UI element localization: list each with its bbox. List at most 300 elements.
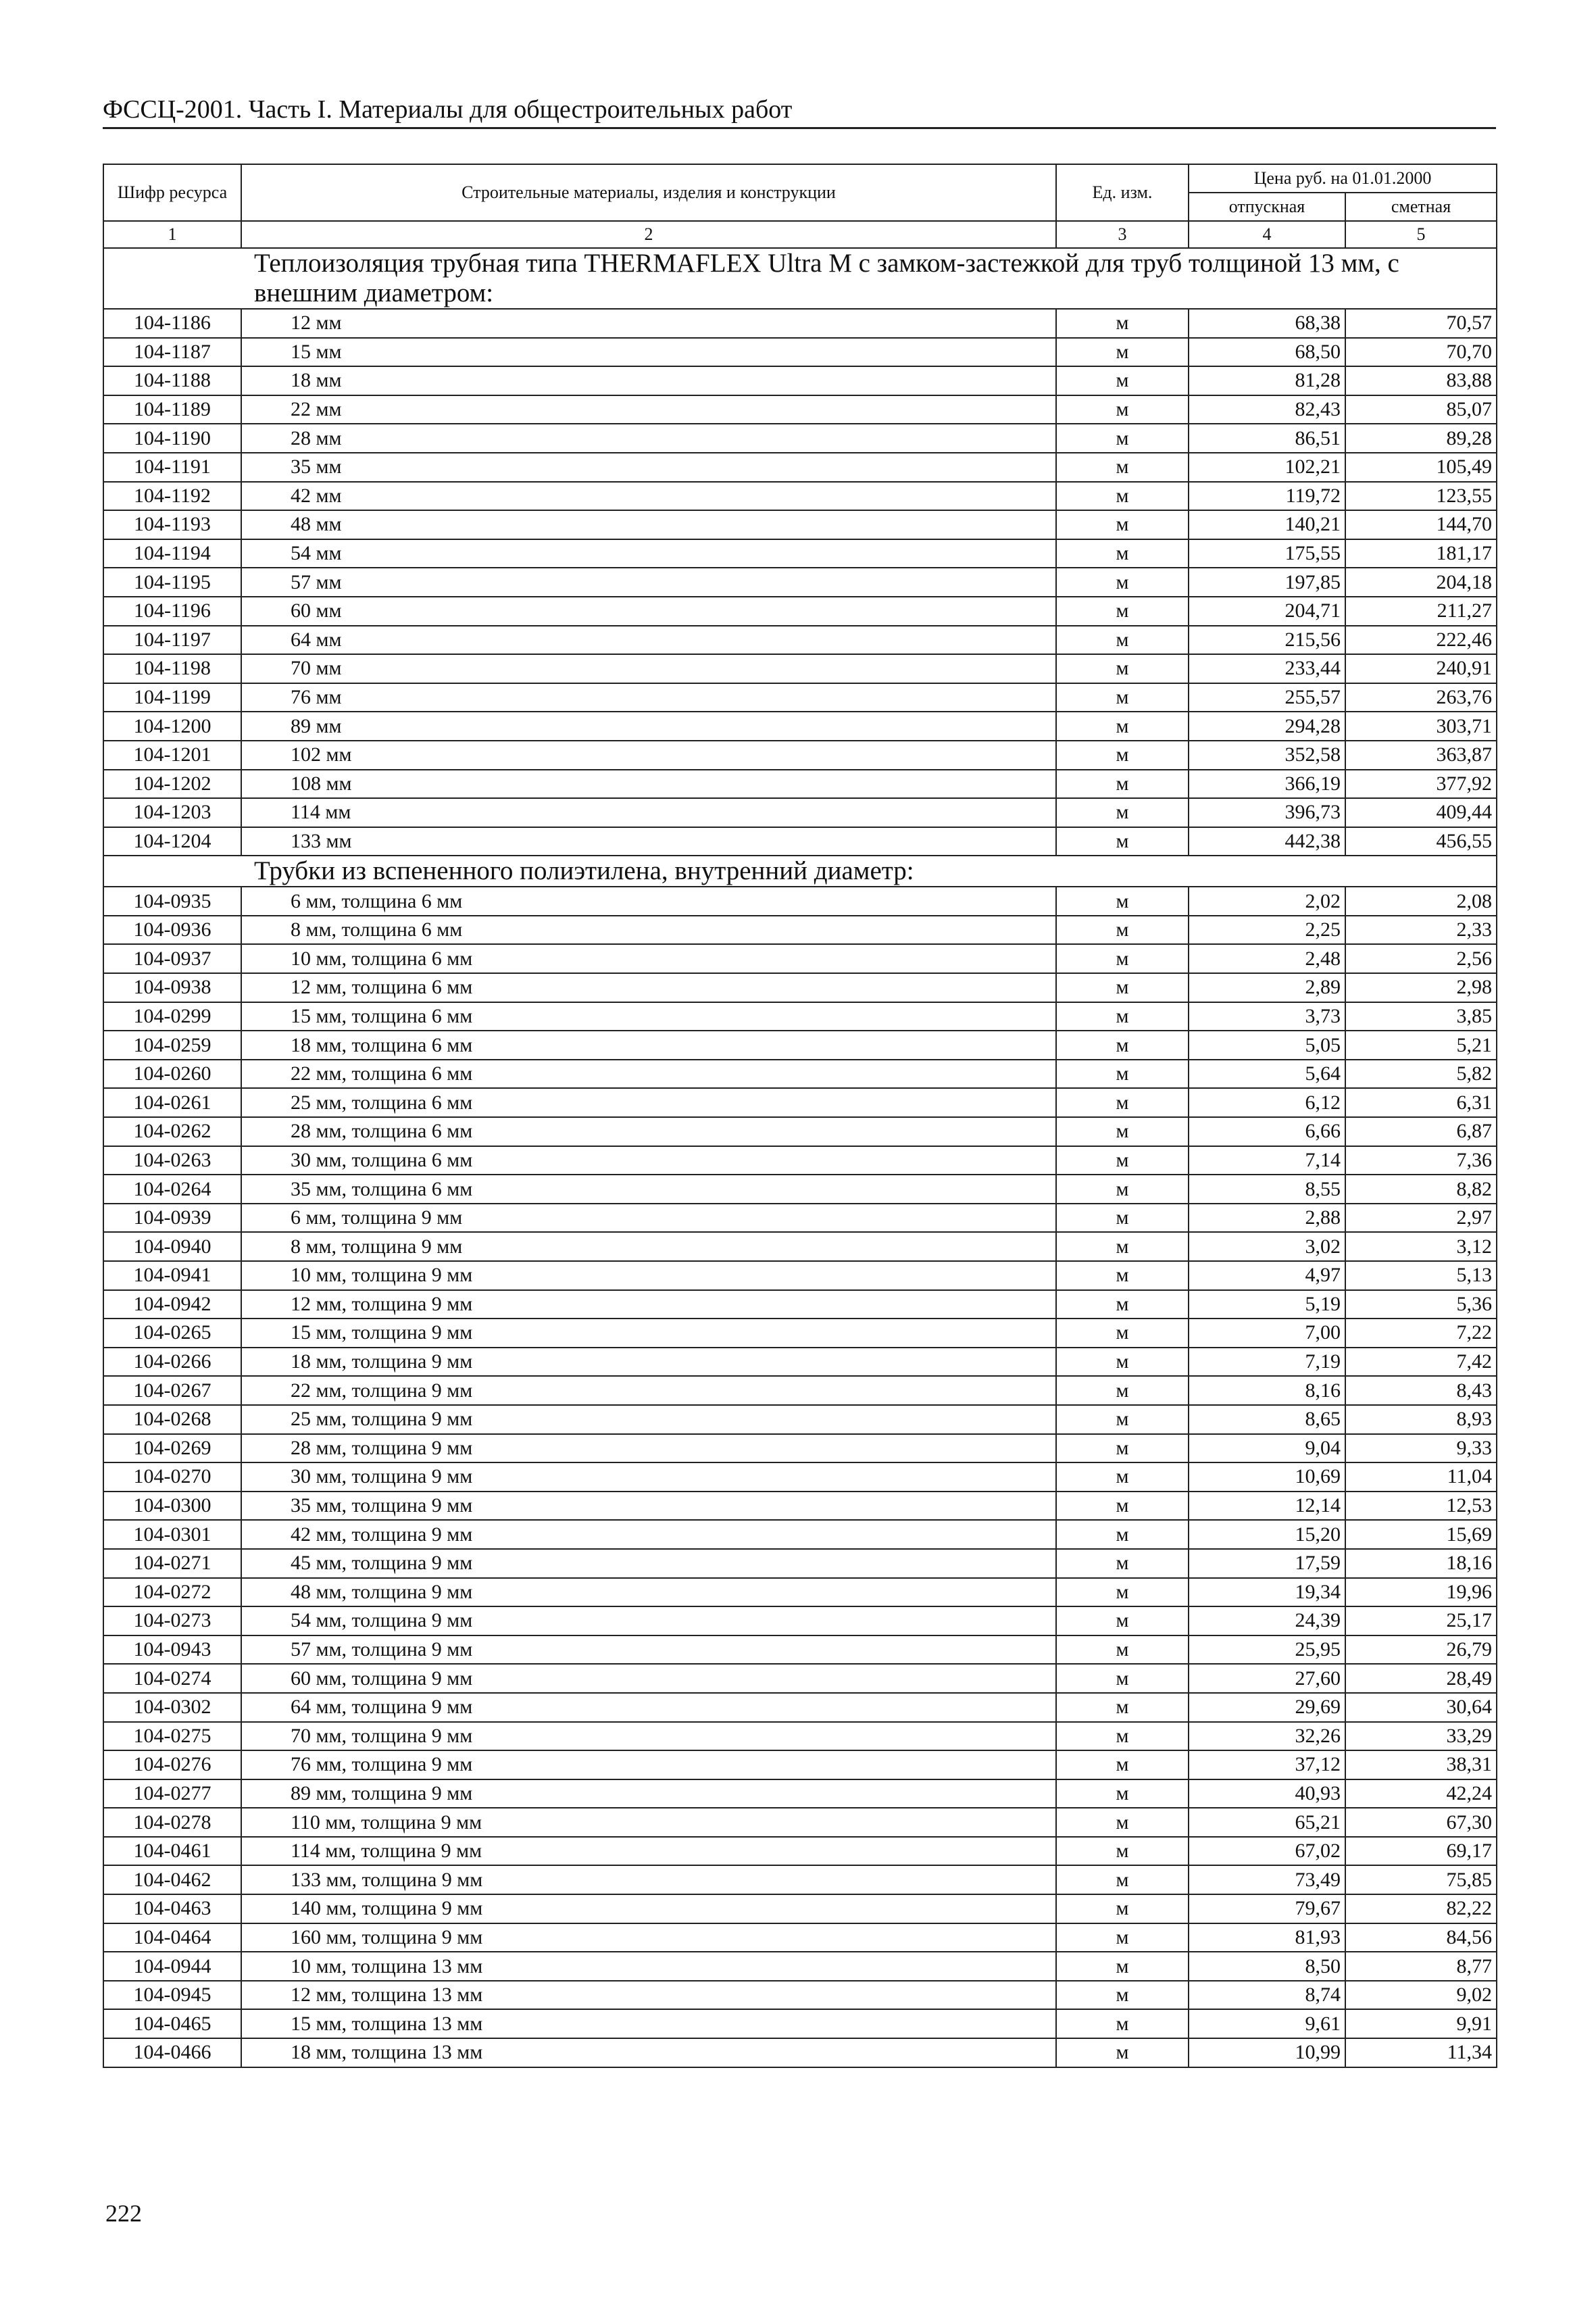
cell-release-price: 5,64: [1189, 1060, 1345, 1089]
table-row: [103, 944, 1497, 973]
table-row: [103, 741, 1497, 770]
cell-code: 104-0464: [103, 1923, 241, 1952]
cell-name: 12 мм, толщина 13 мм: [241, 1981, 1056, 2010]
cell-unit: м: [1056, 597, 1189, 626]
cell-estimate-price: 2,08: [1345, 887, 1497, 916]
table-row: [103, 973, 1497, 1002]
cell-code: 104-0944: [103, 1952, 241, 1981]
price-table: [103, 164, 1497, 2068]
table-row: [103, 1031, 1497, 1060]
cell-name: 45 мм, толщина 9 мм: [241, 1549, 1056, 1578]
cell-estimate-price: 7,42: [1345, 1348, 1497, 1377]
cell-release-price: 2,25: [1189, 916, 1345, 945]
cell-unit: м: [1056, 1462, 1189, 1492]
cell-code: 104-1190: [103, 424, 241, 453]
table-row: [103, 1722, 1497, 1751]
cell-unit: м: [1056, 1002, 1189, 1031]
cell-unit: м: [1056, 1923, 1189, 1952]
cell-release-price: 3,73: [1189, 1002, 1345, 1031]
cell-estimate-price: 5,82: [1345, 1060, 1497, 1089]
cell-name: 108 мм: [241, 770, 1056, 799]
cell-code: 104-1194: [103, 539, 241, 568]
cell-unit: м: [1056, 1146, 1189, 1175]
cell-estimate-price: 15,69: [1345, 1520, 1497, 1549]
cell-code: 104-0263: [103, 1146, 241, 1175]
cell-unit: м: [1056, 1981, 1189, 2010]
cell-name: 18 мм, толщина 6 мм: [241, 1031, 1056, 1060]
cell-unit: м: [1056, 1750, 1189, 1779]
table-row: [103, 539, 1497, 568]
col-number: 2: [241, 221, 1056, 248]
cell-code: 104-0463: [103, 1894, 241, 1923]
cell-release-price: 442,38: [1189, 827, 1345, 856]
cell-estimate-price: 84,56: [1345, 1923, 1497, 1952]
table-row: [103, 1894, 1497, 1923]
table-row: [103, 366, 1497, 395]
table-row: [103, 827, 1497, 856]
table-row: [103, 916, 1497, 945]
cell-code: 104-0939: [103, 1204, 241, 1233]
cell-release-price: 17,59: [1189, 1549, 1345, 1578]
cell-release-price: 37,12: [1189, 1750, 1345, 1779]
cell-code: 104-0259: [103, 1031, 241, 1060]
cell-release-price: 68,50: [1189, 338, 1345, 367]
section-title: Теплоизоляция трубная типа THERMAFLEX Ultra M с замком-застежкой для труб толщиной 13 мм, с внешним диаметром:: [103, 248, 1497, 309]
cell-name: 89 мм: [241, 712, 1056, 741]
col-header-code: Шифр ресурса: [103, 164, 241, 221]
cell-code: 104-1196: [103, 597, 241, 626]
cell-unit: м: [1056, 424, 1189, 453]
col-header-estimate: сметная: [1345, 193, 1497, 221]
table-row: [103, 654, 1497, 683]
cell-code: 104-1187: [103, 338, 241, 367]
table-row: [103, 309, 1497, 338]
cell-name: 25 мм, толщина 9 мм: [241, 1405, 1056, 1434]
col-number: 5: [1345, 221, 1497, 248]
table-row: [103, 712, 1497, 741]
cell-release-price: 6,66: [1189, 1117, 1345, 1146]
col-number: 3: [1056, 221, 1189, 248]
cell-unit: м: [1056, 453, 1189, 482]
cell-code: 104-0462: [103, 1865, 241, 1894]
cell-release-price: 8,50: [1189, 1952, 1345, 1981]
cell-release-price: 19,34: [1189, 1578, 1345, 1607]
cell-unit: м: [1056, 395, 1189, 424]
table-row: [103, 1606, 1497, 1635]
cell-estimate-price: 89,28: [1345, 424, 1497, 453]
table-row: [103, 1808, 1497, 1837]
cell-code: 104-1191: [103, 453, 241, 482]
cell-estimate-price: 6,87: [1345, 1117, 1497, 1146]
cell-release-price: 81,93: [1189, 1923, 1345, 1952]
col-number: 4: [1189, 221, 1345, 248]
cell-unit: м: [1056, 1088, 1189, 1117]
cell-release-price: 5,19: [1189, 1290, 1345, 1319]
table-row: [103, 1865, 1497, 1894]
cell-release-price: 233,44: [1189, 654, 1345, 683]
cell-name: 22 мм, толщина 6 мм: [241, 1060, 1056, 1089]
cell-name: 76 мм, толщина 9 мм: [241, 1750, 1056, 1779]
cell-name: 10 мм, толщина 6 мм: [241, 944, 1056, 973]
table-row: [103, 1405, 1497, 1434]
cell-release-price: 255,57: [1189, 683, 1345, 712]
cell-name: 42 мм, толщина 9 мм: [241, 1520, 1056, 1549]
cell-release-price: 5,05: [1189, 1031, 1345, 1060]
cell-unit: м: [1056, 1204, 1189, 1233]
cell-unit: м: [1056, 944, 1189, 973]
cell-name: 48 мм, толщина 9 мм: [241, 1578, 1056, 1607]
cell-name: 6 мм, толщина 9 мм: [241, 1204, 1056, 1233]
cell-unit: м: [1056, 973, 1189, 1002]
cell-estimate-price: 18,16: [1345, 1549, 1497, 1578]
table-body: [103, 248, 1497, 2067]
table-row: [103, 683, 1497, 712]
cell-code: 104-0940: [103, 1232, 241, 1261]
cell-release-price: 65,21: [1189, 1808, 1345, 1837]
cell-code: 104-1203: [103, 798, 241, 827]
cell-name: 30 мм, толщина 6 мм: [241, 1146, 1056, 1175]
cell-release-price: 119,72: [1189, 482, 1345, 511]
table-row: [103, 1261, 1497, 1290]
cell-release-price: 7,19: [1189, 1348, 1345, 1377]
table-row: [103, 1952, 1497, 1981]
cell-estimate-price: 105,49: [1345, 453, 1497, 482]
cell-unit: м: [1056, 1549, 1189, 1578]
cell-estimate-price: 240,91: [1345, 654, 1497, 683]
table-row: [103, 482, 1497, 511]
cell-estimate-price: 12,53: [1345, 1492, 1497, 1521]
cell-release-price: 8,65: [1189, 1405, 1345, 1434]
cell-unit: м: [1056, 1808, 1189, 1837]
table-row: [103, 1693, 1497, 1722]
table-row: [103, 2009, 1497, 2038]
cell-code: 104-0945: [103, 1981, 241, 2010]
cell-name: 35 мм, толщина 9 мм: [241, 1492, 1056, 1521]
cell-unit: м: [1056, 510, 1189, 539]
cell-estimate-price: 2,56: [1345, 944, 1497, 973]
cell-unit: м: [1056, 654, 1189, 683]
table-row: [103, 1290, 1497, 1319]
cell-name: 60 мм, толщина 9 мм: [241, 1664, 1056, 1693]
cell-estimate-price: 222,46: [1345, 626, 1497, 655]
cell-release-price: 2,89: [1189, 973, 1345, 1002]
cell-estimate-price: 26,79: [1345, 1635, 1497, 1665]
table-row: [103, 1146, 1497, 1175]
cell-code: 104-0265: [103, 1319, 241, 1348]
cell-estimate-price: 3,85: [1345, 1002, 1497, 1031]
table-row: [103, 1060, 1497, 1089]
cell-name: 15 мм, толщина 6 мм: [241, 1002, 1056, 1031]
cell-release-price: 12,14: [1189, 1492, 1345, 1521]
cell-estimate-price: 69,17: [1345, 1837, 1497, 1866]
cell-release-price: 40,93: [1189, 1779, 1345, 1808]
cell-code: 104-0942: [103, 1290, 241, 1319]
table-row: [103, 1520, 1497, 1549]
table-row: [103, 510, 1497, 539]
cell-unit: м: [1056, 1290, 1189, 1319]
cell-code: 104-1202: [103, 770, 241, 799]
cell-estimate-price: 211,27: [1345, 597, 1497, 626]
cell-unit: м: [1056, 1117, 1189, 1146]
cell-release-price: 2,88: [1189, 1204, 1345, 1233]
cell-name: 70 мм, толщина 9 мм: [241, 1722, 1056, 1751]
cell-release-price: 197,85: [1189, 568, 1345, 597]
cell-estimate-price: 5,21: [1345, 1031, 1497, 1060]
cell-name: 114 мм: [241, 798, 1056, 827]
cell-code: 104-1198: [103, 654, 241, 683]
table-row: [103, 1204, 1497, 1233]
cell-unit: м: [1056, 539, 1189, 568]
cell-estimate-price: 9,91: [1345, 2009, 1497, 2038]
cell-unit: м: [1056, 1865, 1189, 1894]
cell-release-price: 3,02: [1189, 1232, 1345, 1261]
cell-name: 133 мм, толщина 9 мм: [241, 1865, 1056, 1894]
cell-release-price: 79,67: [1189, 1894, 1345, 1923]
cell-release-price: 9,04: [1189, 1434, 1345, 1463]
cell-unit: м: [1056, 1492, 1189, 1521]
cell-name: 48 мм: [241, 510, 1056, 539]
cell-code: 104-0941: [103, 1261, 241, 1290]
table-row: [103, 453, 1497, 482]
cell-code: 104-0273: [103, 1606, 241, 1635]
table-row: [103, 1492, 1497, 1521]
cell-code: 104-1197: [103, 626, 241, 655]
table-row: [103, 2038, 1497, 2067]
cell-code: 104-0465: [103, 2009, 241, 2038]
cell-unit: м: [1056, 1664, 1189, 1693]
cell-name: 18 мм, толщина 13 мм: [241, 2038, 1056, 2067]
table-row: [103, 1175, 1497, 1204]
cell-estimate-price: 7,22: [1345, 1319, 1497, 1348]
cell-code: 104-0272: [103, 1578, 241, 1607]
cell-name: 28 мм, толщина 6 мм: [241, 1117, 1056, 1146]
cell-code: 104-0264: [103, 1175, 241, 1204]
cell-name: 28 мм: [241, 424, 1056, 453]
cell-release-price: 25,95: [1189, 1635, 1345, 1665]
cell-release-price: 81,28: [1189, 366, 1345, 395]
cell-name: 42 мм: [241, 482, 1056, 511]
cell-name: 28 мм, толщина 9 мм: [241, 1434, 1056, 1463]
cell-release-price: 68,38: [1189, 309, 1345, 338]
cell-code: 104-0262: [103, 1117, 241, 1146]
cell-name: 12 мм, толщина 9 мм: [241, 1290, 1056, 1319]
cell-release-price: 27,60: [1189, 1664, 1345, 1693]
cell-code: 104-0938: [103, 973, 241, 1002]
cell-name: 15 мм, толщина 13 мм: [241, 2009, 1056, 2038]
cell-estimate-price: 8,43: [1345, 1376, 1497, 1405]
cell-name: 35 мм: [241, 453, 1056, 482]
cell-estimate-price: 9,33: [1345, 1434, 1497, 1463]
cell-unit: м: [1056, 1952, 1189, 1981]
cell-release-price: 15,20: [1189, 1520, 1345, 1549]
cell-name: 8 мм, толщина 6 мм: [241, 916, 1056, 945]
cell-release-price: 24,39: [1189, 1606, 1345, 1635]
cell-code: 104-1189: [103, 395, 241, 424]
cell-code: 104-0261: [103, 1088, 241, 1117]
cell-unit: м: [1056, 1434, 1189, 1463]
cell-estimate-price: 30,64: [1345, 1693, 1497, 1722]
cell-unit: м: [1056, 1693, 1189, 1722]
cell-name: 57 мм, толщина 9 мм: [241, 1635, 1056, 1665]
cell-release-price: 352,58: [1189, 741, 1345, 770]
cell-name: 64 мм, толщина 9 мм: [241, 1693, 1056, 1722]
cell-unit: м: [1056, 568, 1189, 597]
cell-release-price: 204,71: [1189, 597, 1345, 626]
cell-release-price: 32,26: [1189, 1722, 1345, 1751]
cell-unit: м: [1056, 1578, 1189, 1607]
cell-name: 64 мм: [241, 626, 1056, 655]
cell-code: 104-0260: [103, 1060, 241, 1089]
col-header-price-group: Цена руб. на 01.01.2000: [1189, 164, 1497, 193]
cell-name: 70 мм: [241, 654, 1056, 683]
cell-code: 104-1201: [103, 741, 241, 770]
cell-unit: м: [1056, 1722, 1189, 1751]
cell-name: 15 мм: [241, 338, 1056, 367]
cell-release-price: 9,61: [1189, 2009, 1345, 2038]
cell-code: 104-1192: [103, 482, 241, 511]
cell-code: 104-1193: [103, 510, 241, 539]
cell-release-price: 10,99: [1189, 2038, 1345, 2067]
cell-name: 22 мм: [241, 395, 1056, 424]
cell-code: 104-0266: [103, 1348, 241, 1377]
cell-estimate-price: 2,97: [1345, 1204, 1497, 1233]
cell-unit: м: [1056, 741, 1189, 770]
col-header-name: Строительные материалы, изделия и конструкции: [241, 164, 1056, 221]
table-row: [103, 1117, 1497, 1146]
cell-unit: м: [1056, 2038, 1189, 2067]
cell-name: 15 мм, толщина 9 мм: [241, 1319, 1056, 1348]
cell-code: 104-0270: [103, 1462, 241, 1492]
cell-unit: м: [1056, 770, 1189, 799]
table-row: [103, 770, 1497, 799]
cell-unit: м: [1056, 626, 1189, 655]
table-row: [103, 1348, 1497, 1377]
cell-name: 10 мм, толщина 9 мм: [241, 1261, 1056, 1290]
cell-unit: м: [1056, 1894, 1189, 1923]
cell-release-price: 396,73: [1189, 798, 1345, 827]
table-row: [103, 424, 1497, 453]
cell-name: 114 мм, толщина 9 мм: [241, 1837, 1056, 1866]
cell-name: 54 мм, толщина 9 мм: [241, 1606, 1056, 1635]
table-row: [103, 1376, 1497, 1405]
cell-release-price: 4,97: [1189, 1261, 1345, 1290]
table-row: [103, 597, 1497, 626]
cell-unit: м: [1056, 916, 1189, 945]
table-row: [103, 1088, 1497, 1117]
cell-name: 30 мм, толщина 9 мм: [241, 1462, 1056, 1492]
cell-name: 6 мм, толщина 6 мм: [241, 887, 1056, 916]
cell-release-price: 140,21: [1189, 510, 1345, 539]
cell-unit: м: [1056, 1606, 1189, 1635]
table-row: [103, 1549, 1497, 1578]
table-row: [103, 395, 1497, 424]
cell-release-price: 73,49: [1189, 1865, 1345, 1894]
cell-estimate-price: 409,44: [1345, 798, 1497, 827]
table-row: [103, 1664, 1497, 1693]
cell-name: 12 мм: [241, 309, 1056, 338]
cell-release-price: 366,19: [1189, 770, 1345, 799]
cell-estimate-price: 42,24: [1345, 1779, 1497, 1808]
cell-release-price: 10,69: [1189, 1462, 1345, 1492]
cell-unit: м: [1056, 1348, 1189, 1377]
table-row: [103, 1635, 1497, 1665]
cell-estimate-price: 144,70: [1345, 510, 1497, 539]
cell-name: 18 мм: [241, 366, 1056, 395]
table-row: [103, 887, 1497, 916]
cell-name: 10 мм, толщина 13 мм: [241, 1952, 1056, 1981]
cell-unit: м: [1056, 1175, 1189, 1204]
cell-name: 60 мм: [241, 597, 1056, 626]
cell-unit: м: [1056, 338, 1189, 367]
cell-code: 104-1204: [103, 827, 241, 856]
col-header-release: отпускная: [1189, 193, 1345, 221]
table-row: [103, 1750, 1497, 1779]
cell-code: 104-0943: [103, 1635, 241, 1665]
cell-code: 104-0937: [103, 944, 241, 973]
cell-estimate-price: 2,98: [1345, 973, 1497, 1002]
cell-estimate-price: 33,29: [1345, 1722, 1497, 1751]
cell-name: 102 мм: [241, 741, 1056, 770]
cell-release-price: 8,16: [1189, 1376, 1345, 1405]
cell-code: 104-0936: [103, 916, 241, 945]
cell-estimate-price: 75,85: [1345, 1865, 1497, 1894]
cell-name: 160 мм, толщина 9 мм: [241, 1923, 1056, 1952]
cell-code: 104-1199: [103, 683, 241, 712]
cell-release-price: 2,48: [1189, 944, 1345, 973]
table-row: [103, 1232, 1497, 1261]
cell-code: 104-1200: [103, 712, 241, 741]
cell-release-price: 294,28: [1189, 712, 1345, 741]
cell-release-price: 29,69: [1189, 1693, 1345, 1722]
cell-unit: м: [1056, 1031, 1189, 1060]
cell-code: 104-0277: [103, 1779, 241, 1808]
table-row: [103, 1002, 1497, 1031]
cell-code: 104-0300: [103, 1492, 241, 1521]
cell-name: 8 мм, толщина 9 мм: [241, 1232, 1056, 1261]
cell-estimate-price: 377,92: [1345, 770, 1497, 799]
cell-unit: м: [1056, 827, 1189, 856]
cell-estimate-price: 7,36: [1345, 1146, 1497, 1175]
cell-estimate-price: 204,18: [1345, 568, 1497, 597]
cell-unit: м: [1056, 798, 1189, 827]
col-header-unit: Ед. изм.: [1056, 164, 1189, 221]
cell-estimate-price: 303,71: [1345, 712, 1497, 741]
cell-name: 110 мм, толщина 9 мм: [241, 1808, 1056, 1837]
cell-estimate-price: 70,57: [1345, 309, 1497, 338]
page-number: 222: [105, 2200, 142, 2227]
cell-unit: м: [1056, 366, 1189, 395]
cell-estimate-price: 9,02: [1345, 1981, 1497, 2010]
cell-release-price: 7,14: [1189, 1146, 1345, 1175]
section-header-row: [103, 248, 1497, 309]
section-header-row: [103, 856, 1497, 887]
cell-estimate-price: 181,17: [1345, 539, 1497, 568]
cell-code: 104-0274: [103, 1664, 241, 1693]
cell-unit: м: [1056, 1837, 1189, 1866]
cell-code: 104-0275: [103, 1722, 241, 1751]
cell-release-price: 175,55: [1189, 539, 1345, 568]
table-row: [103, 1462, 1497, 1492]
cell-code: 104-0302: [103, 1693, 241, 1722]
cell-release-price: 2,02: [1189, 887, 1345, 916]
cell-release-price: 8,55: [1189, 1175, 1345, 1204]
cell-estimate-price: 28,49: [1345, 1664, 1497, 1693]
col-number: 1: [103, 221, 241, 248]
cell-name: 57 мм: [241, 568, 1056, 597]
cell-code: 104-0268: [103, 1405, 241, 1434]
cell-unit: м: [1056, 712, 1189, 741]
cell-code: 104-0299: [103, 1002, 241, 1031]
